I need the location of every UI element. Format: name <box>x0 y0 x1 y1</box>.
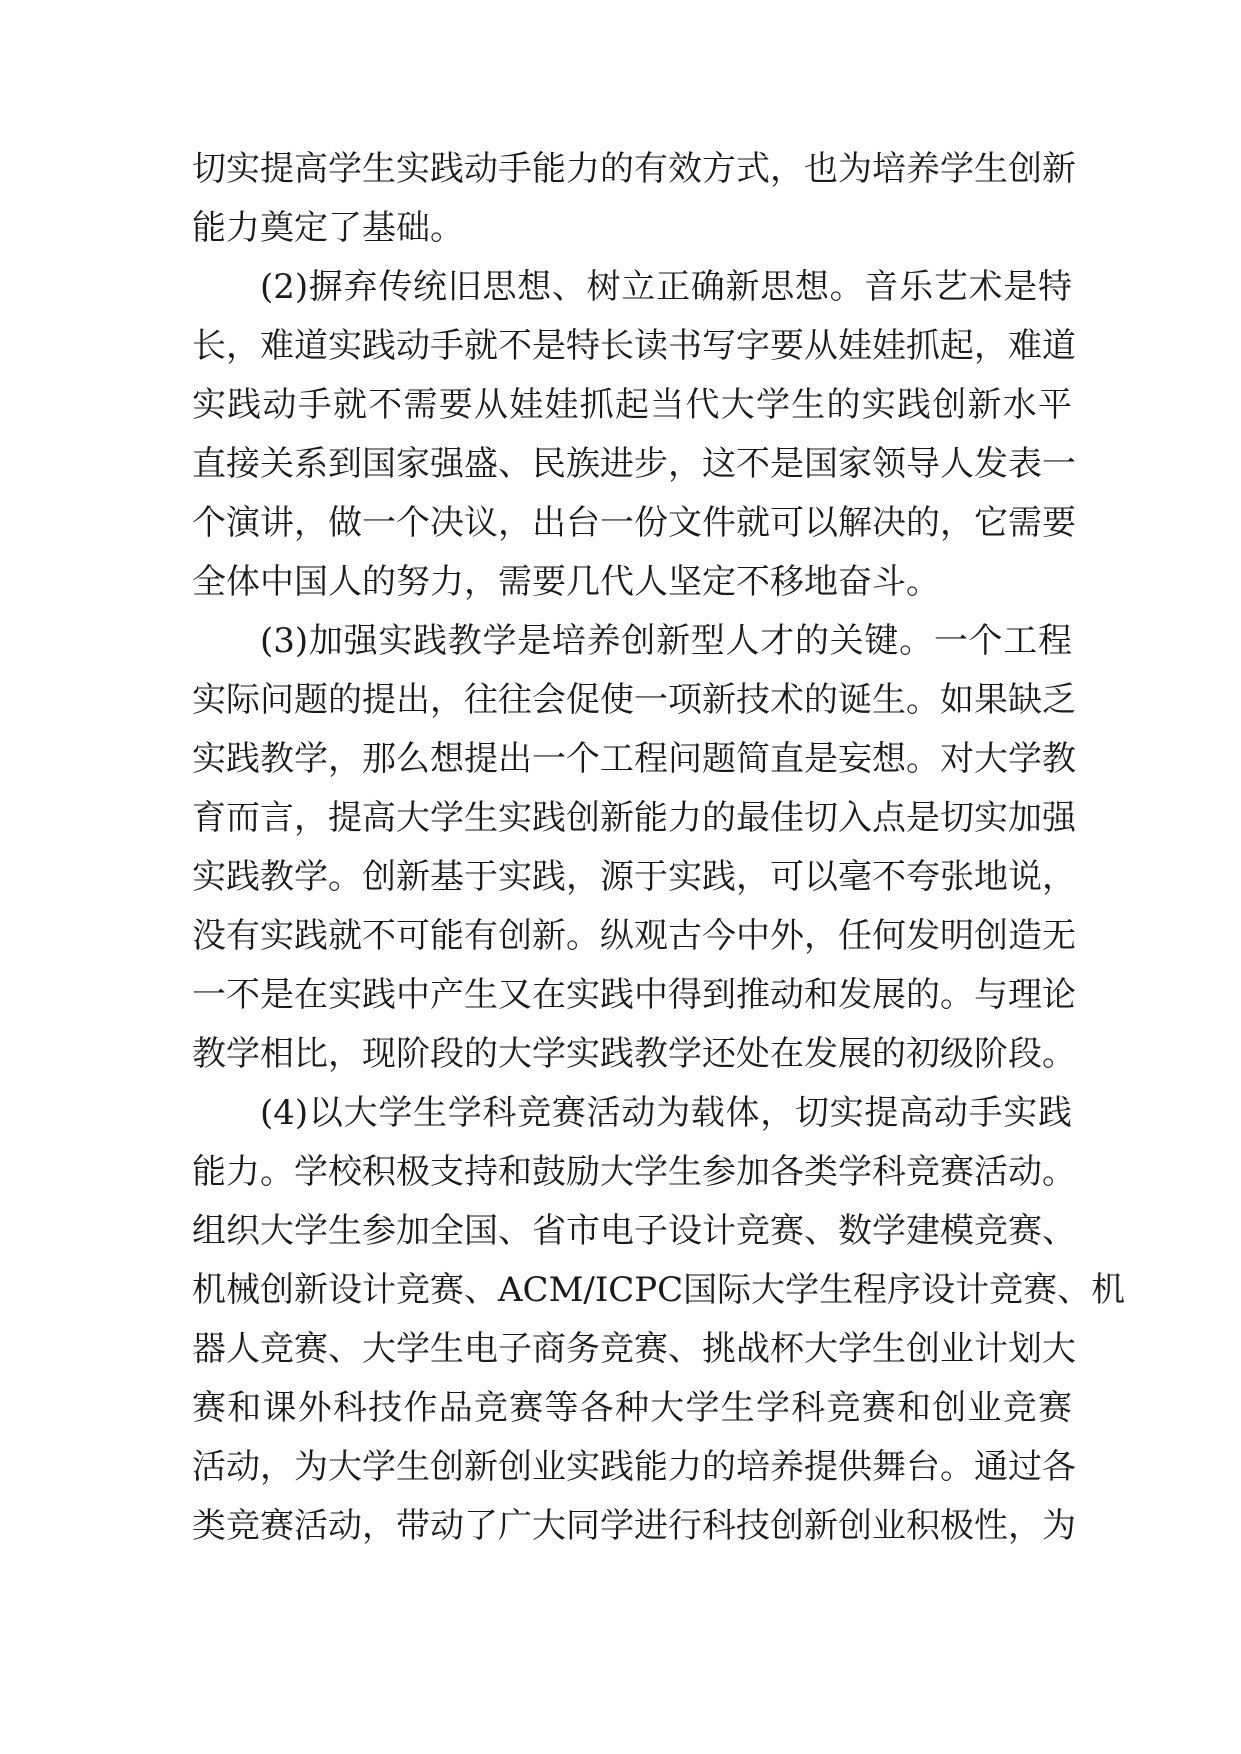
text-line: 实际问题的提出，往往会促使一项新技术的诞生。如果缺乏 <box>192 680 1076 720</box>
text-line: 器人竞赛、大学生电子商务竞赛、挑战杯大学生创业计划大 <box>192 1329 1076 1369</box>
text-line: 类竞赛活动，带动了广大同学进行科技创新创业积极性，为 <box>192 1506 1076 1546</box>
text-line: 能力。学校积极支持和鼓励大学生参加各类学科竞赛活动。 <box>192 1152 1076 1192</box>
text-line: 没有实践就不可能有创新。纵观古今中外，任何发明创造无 <box>192 916 1076 956</box>
text-line: 赛和课外科技作品竞赛等各种大学生学科竞赛和创业竞赛 <box>192 1388 1072 1428</box>
text-line: 实践教学，那么想提出一个工程问题简直是妄想。对大学教 <box>192 739 1076 779</box>
text-line: 实践动手就不需要从娃娃抓起当代大学生的实践创新水平 <box>192 385 1072 425</box>
text-line: 实践教学。创新基于实践，源于实践，可以毫不夸张地说， <box>192 857 1076 897</box>
text-line: 一不是在实践中产生又在实践中得到推动和发展的。与理论 <box>192 975 1076 1015</box>
paragraph-start-line: (4)以大学生学科竞赛活动为载体，切实提高动手实践 <box>260 1093 1072 1133</box>
text-line: 育而言，提高大学生实践创新能力的最佳切入点是切实加强 <box>192 798 1076 838</box>
text-line: 长，难道实践动手就不是特长读书写字要从娃娃抓起，难道 <box>192 326 1076 366</box>
text-line: 组织大学生参加全国、省市电子设计竞赛、数学建模竞赛、 <box>192 1211 1076 1251</box>
text-line: 机械创新设计竞赛、ACM/ICPC国际大学生程序设计竞赛、机 <box>192 1270 1126 1310</box>
text-line: 能力奠定了基础。 <box>192 208 464 248</box>
text-line: 个演讲，做一个决议，出台一份文件就可以解决的，它需要 <box>192 503 1076 543</box>
text-line: 直接关系到国家强盛、民族进步，这不是国家领导人发表一 <box>192 444 1076 484</box>
text-line: 活动，为大学生创新创业实践能力的培养提供舞台。通过各 <box>192 1447 1076 1487</box>
body-text <box>192 140 1126 1556</box>
paragraph-start-line: (3)加强实践教学是培养创新型人才的关键。一个工程 <box>260 621 1072 661</box>
text-line: 全体中国人的努力，需要几代人坚定不移地奋斗。 <box>192 562 940 602</box>
paragraph-start-line: (2)摒弃传统旧思想、树立正确新思想。音乐艺术是特 <box>260 267 1072 307</box>
text-line: 切实提高学生实践动手能力的有效方式，也为培养学生创新 <box>192 149 1076 189</box>
text-line: 教学相比，现阶段的大学实践教学还处在发展的初级阶段。 <box>192 1034 1076 1074</box>
